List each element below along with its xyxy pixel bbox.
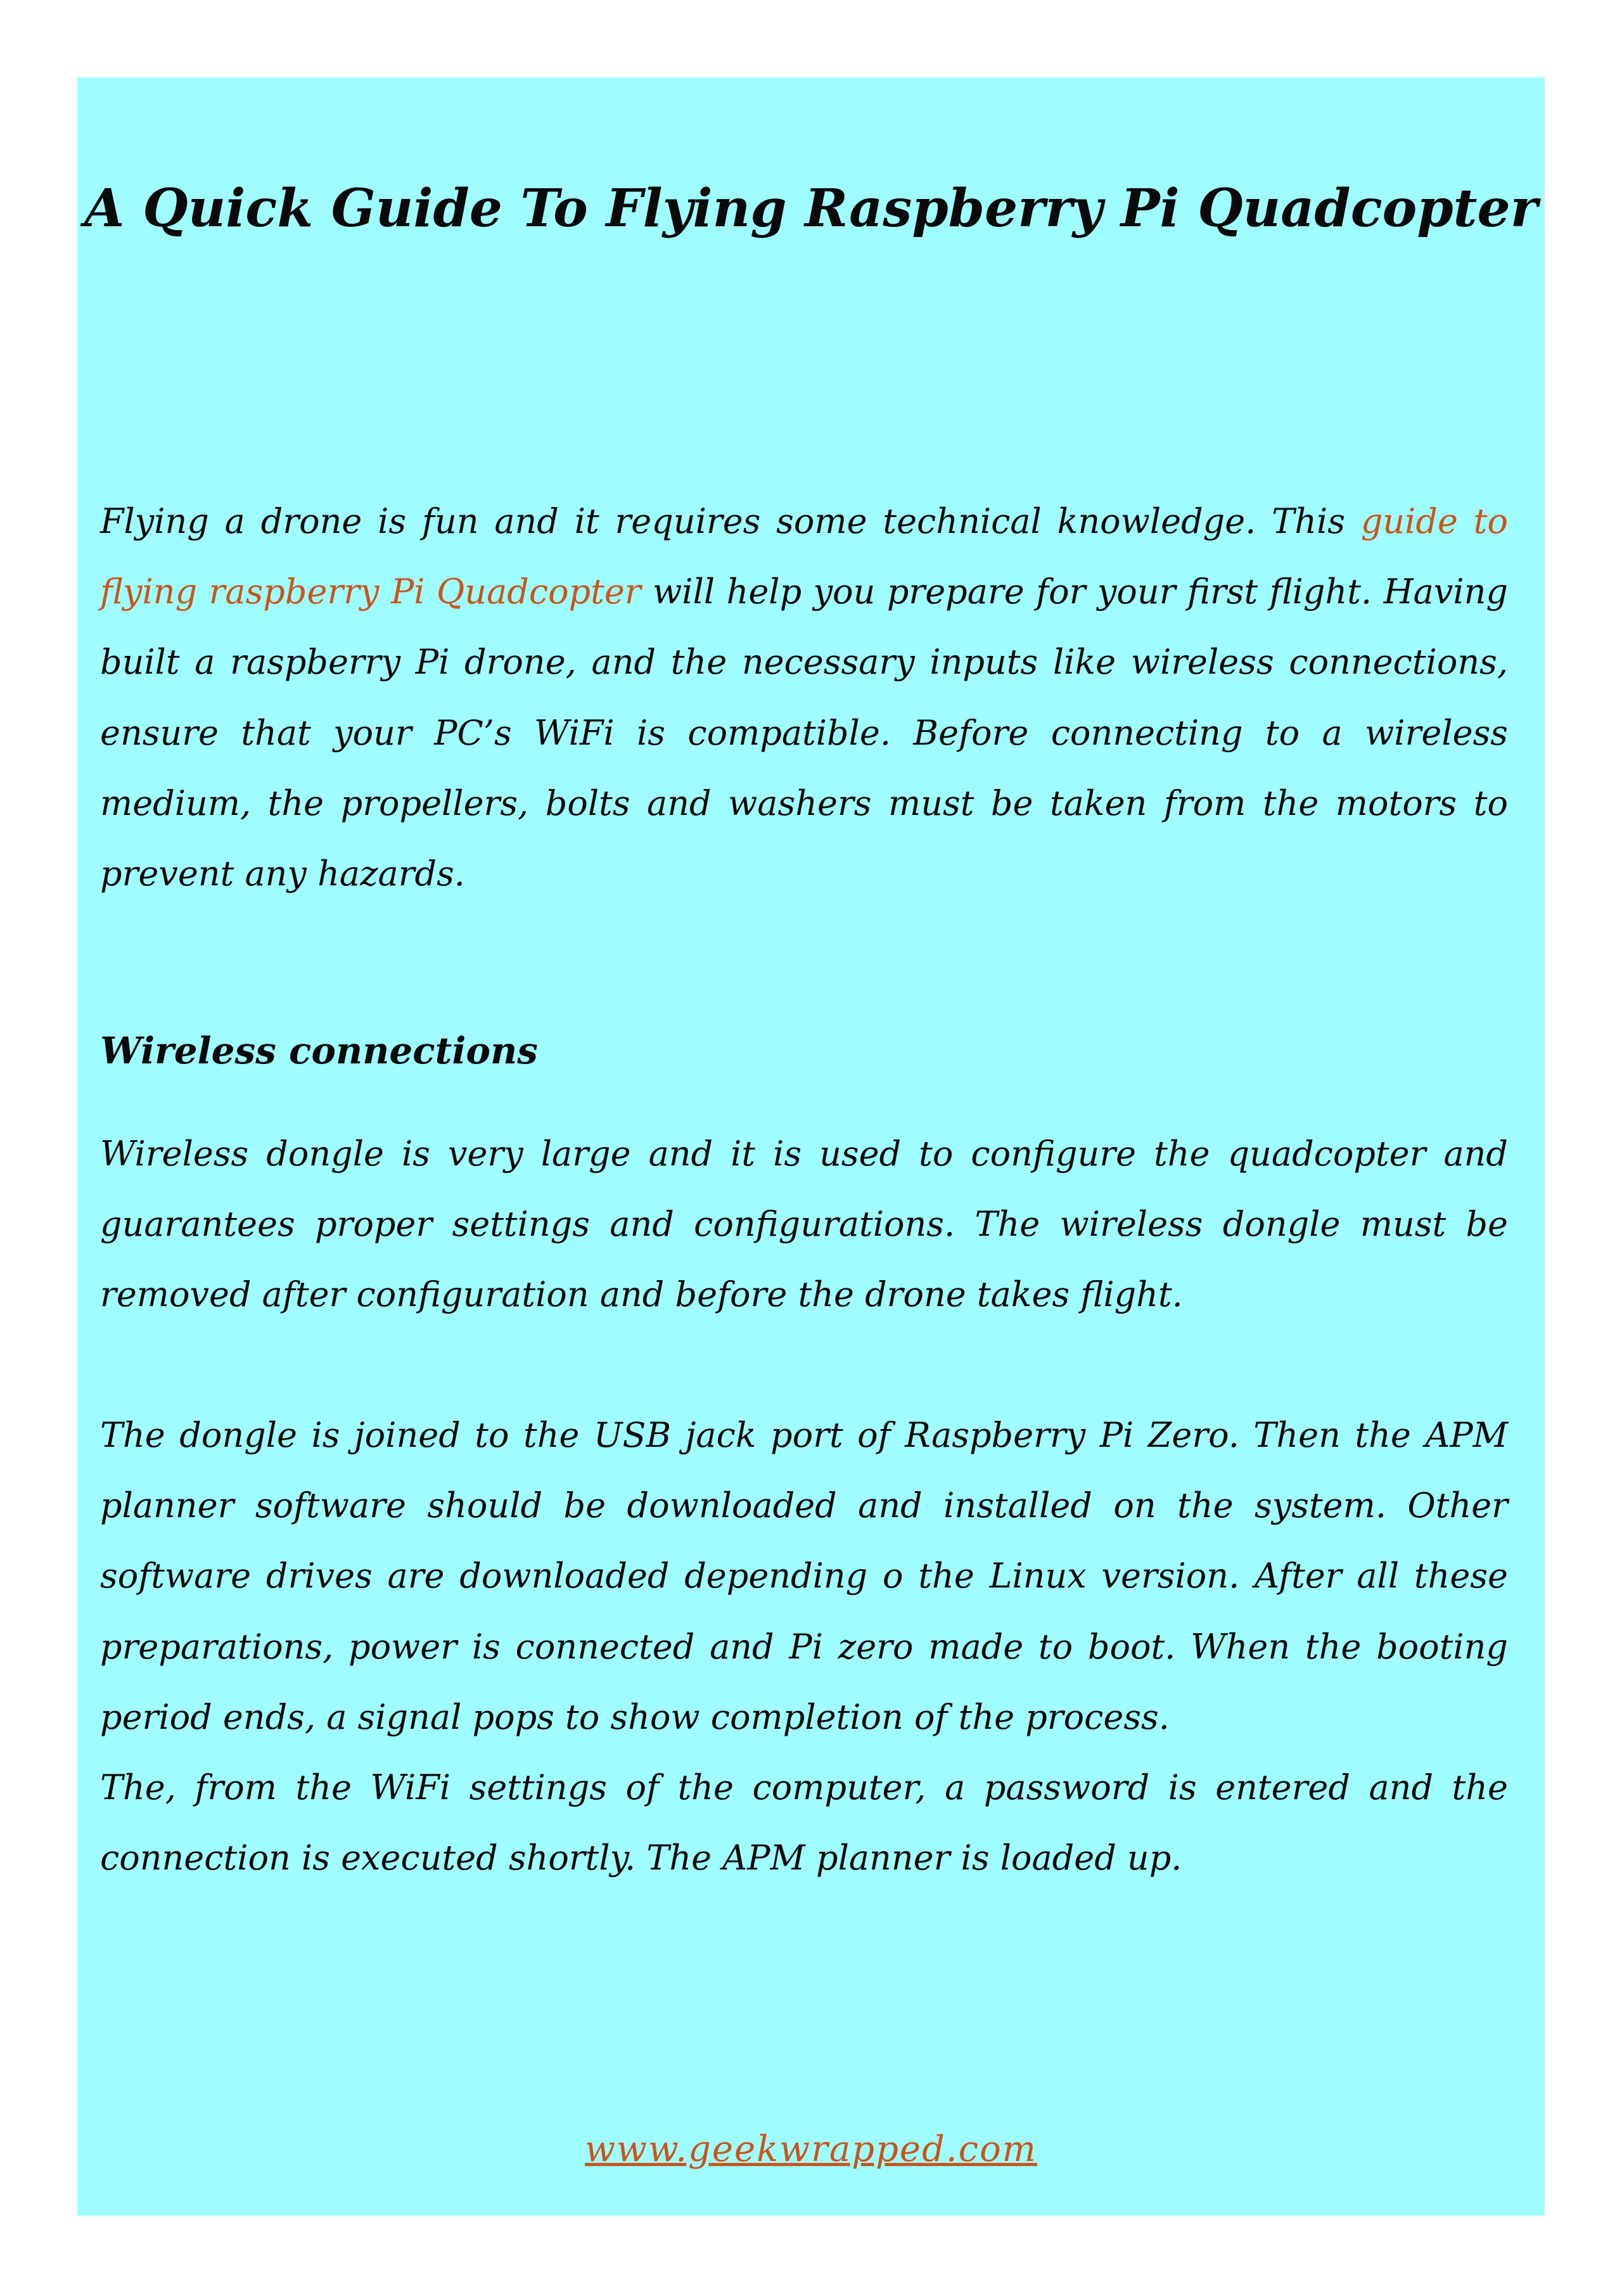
- intro-text-start: Flying a drone is fun and it requires some technical knowledge. This: [100, 501, 1361, 541]
- wifi-connection-paragraph: The, from the WiFi settings of the computer, a password is entered and the connection is executed shortly. The APM planner is loaded up.: [100, 1767, 1508, 1878]
- guide-link[interactable]: guide to flying raspberry Pi Quadcopter: [100, 501, 1508, 612]
- wireless-dongle-paragraph: Wireless dongle is very large and it is used to configure the quadcopter and guarantees proper settings and configurations. The wireless dongle must be removed after configuration and before the drone takes flight.: [100, 1134, 1508, 1315]
- dongle-setup-paragraph: The dongle is joined to the USB jack port of Raspberry Pi Zero. Then the APM planner software should be downloaded and installed on the system. Other software drives are downloaded depending o the Linux version. After all these preparations, power is connected and Pi zero made to boot. When the booting period ends, a signal pops to show completion of the process.: [100, 1415, 1508, 1737]
- section-heading: Wireless connections: [100, 1029, 538, 1072]
- intro-text-end: will help you prepare for your first flight. Having built a raspberry Pi drone, and the necessary inputs like wireless connections, ensure that your PC’s WiFi is compatible. Before connecting to a wireless medium, the propellers, bolts and washers must be taken from the motors to prevent any hazards.: [100, 572, 1508, 894]
- setup-paragraph-group: [100, 1400, 1508, 1893]
- document-panel: [77, 77, 1545, 2216]
- intro-paragraph: [100, 486, 1508, 909]
- footer-website-link[interactable]: www.geekwrapped.com: [585, 2129, 1037, 2170]
- page-title: A Quick Guide To Flying Raspberry Pi Quadcopter: [84, 178, 1538, 239]
